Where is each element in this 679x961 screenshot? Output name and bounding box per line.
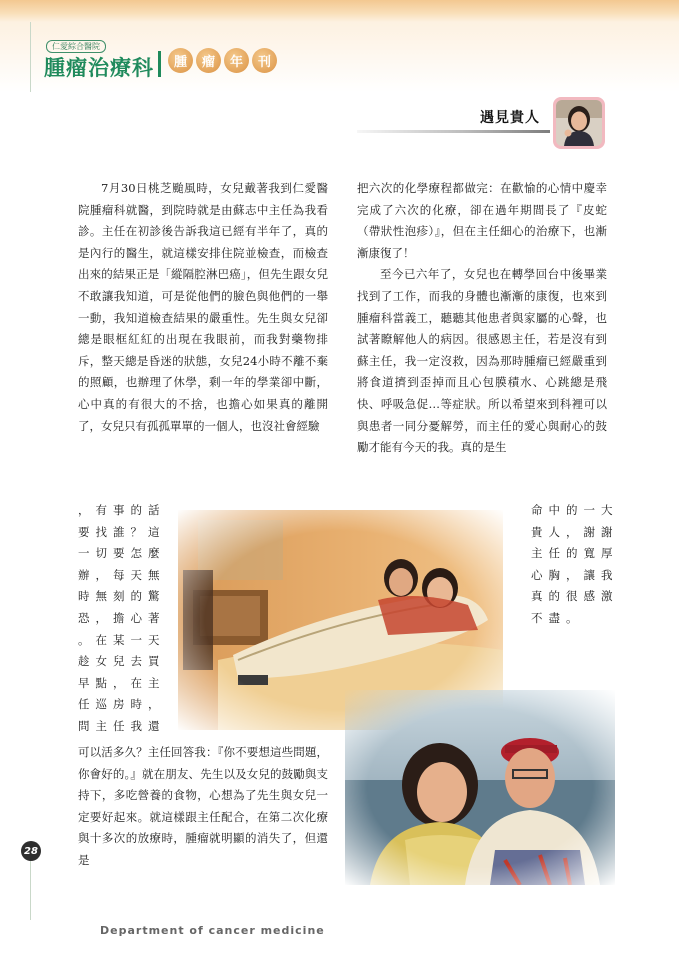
header-top-band: [0, 0, 679, 22]
text-line: 任巡房時，: [78, 697, 166, 712]
department-title: 腫瘤治療科: [44, 56, 154, 80]
text-line: 貴人，謝謝: [531, 524, 619, 539]
text-line: 真的很感激: [531, 589, 619, 604]
text-line: ，有事的話: [78, 503, 166, 517]
text-line: 問主任我還: [78, 718, 166, 733]
text-line: 主任的寬厚: [531, 546, 619, 561]
publication-char: 刊: [252, 48, 277, 73]
couple-outdoor-image: [345, 690, 615, 885]
column-right-narrow: [531, 500, 619, 630]
paragraph: 至今已六年了，女兒也在轉學回台中後畢業找到了工作，而我的身體也漸漸的康復，也來到腫瘤科當義工，聽聽其他患者與家屬的心聲，也試著瞭解他人的病因。很感恩主任，若是沒有到蘇主任，我一定沒救，因為那時腫瘤已經嚴重到將食道擠到歪掉而且心包膜積水、心跳總是飛快、呼吸急促…等症狀。所以希望來到科裡可以與患者一同分憂解勞，而主任的愛心與耐心的鼓勵才能有今天的我。真的是生: [357, 267, 607, 455]
paragraph: 把六次的化學療程都做完：在歡愉的心情中慶幸完成了六次的化療，卻在過年期間長了『皮蛇（帶狀性泡疹）』，但在主任細心的治療下，也漸漸康復了！: [357, 181, 607, 260]
hospital-name-badge: 仁愛綜合醫院: [46, 40, 106, 53]
publication-title: [168, 48, 277, 73]
text-line: 早點，在主: [78, 675, 166, 690]
column-left-bottom: [78, 742, 328, 872]
column-right-top: [357, 178, 607, 459]
page-number: 28: [21, 841, 41, 861]
text-line: 心胸，讓我: [531, 567, 619, 582]
couple-outdoor-photo: [345, 690, 615, 885]
text-line: 。在某一天: [78, 632, 166, 647]
text-line: 時無刻的驚: [78, 589, 166, 604]
text-line: 一切要怎麼: [78, 546, 166, 561]
column-left-top: [78, 178, 328, 437]
text-line: 不盡。: [531, 610, 584, 625]
paragraph: 可以活多久？主任回答我：『你不要想這些問題，你會好的。』就在朋友、先生以及女兒的鼓勵與支持下，多吃營養的食物，心想為了先生與女兒一定要好起來。就這樣跟主任配合，在第二次化療與十多次的放療時，腫瘤就明顯的消失了，但還是: [78, 745, 328, 867]
author-photo: [553, 97, 605, 149]
author-portrait-image: [556, 100, 602, 146]
footer-department: Department of cancer medicine: [100, 924, 325, 937]
footer-vertical-rule: [30, 860, 31, 920]
article-title-rule: [357, 130, 550, 133]
text-line: 辦，每天無: [78, 567, 166, 582]
publication-char: 腫: [168, 48, 193, 73]
title-separator: [158, 51, 161, 77]
column-left-narrow: [78, 500, 166, 738]
text-line: 要找誰？這: [78, 524, 166, 539]
publication-char: 瘤: [196, 48, 221, 73]
text-line: 命中的一大: [531, 503, 619, 517]
header-vertical-rule: [30, 22, 31, 92]
paragraph: 7月30日桃芝颱風時，女兒戴著我到仁愛醫院腫瘤科就醫，到院時就是由蘇志中主任為我看診。主任在初診後告訴我這已經有半年了，真的是內行的醫生，就這樣安排住院並檢查，而檢查出來的結果正是「縱隔腔淋巴癌」，但先生跟女兒不敢讓我知道，可是從他們的臉色與他們的一舉一動，我知道檢查結果的嚴重性。先生與女兒卻總是眼框紅紅的出現在我眼前，而我對藥物排斥，整天總是昏迷的狀態，女兒24小時不離不棄的照顧，也辦理了休學，剩一年的學業卻中斷，心中真的有很大的不捨，也擔心如果真的離開了，女兒只有孤孤單單的一個人，也沒社會經驗: [78, 181, 328, 433]
publication-char: 年: [224, 48, 249, 73]
text-line: 恐，擔心著: [78, 610, 166, 625]
text-line: 趁女兒去買: [78, 654, 166, 669]
article-title: 遇見貴人: [480, 110, 540, 126]
